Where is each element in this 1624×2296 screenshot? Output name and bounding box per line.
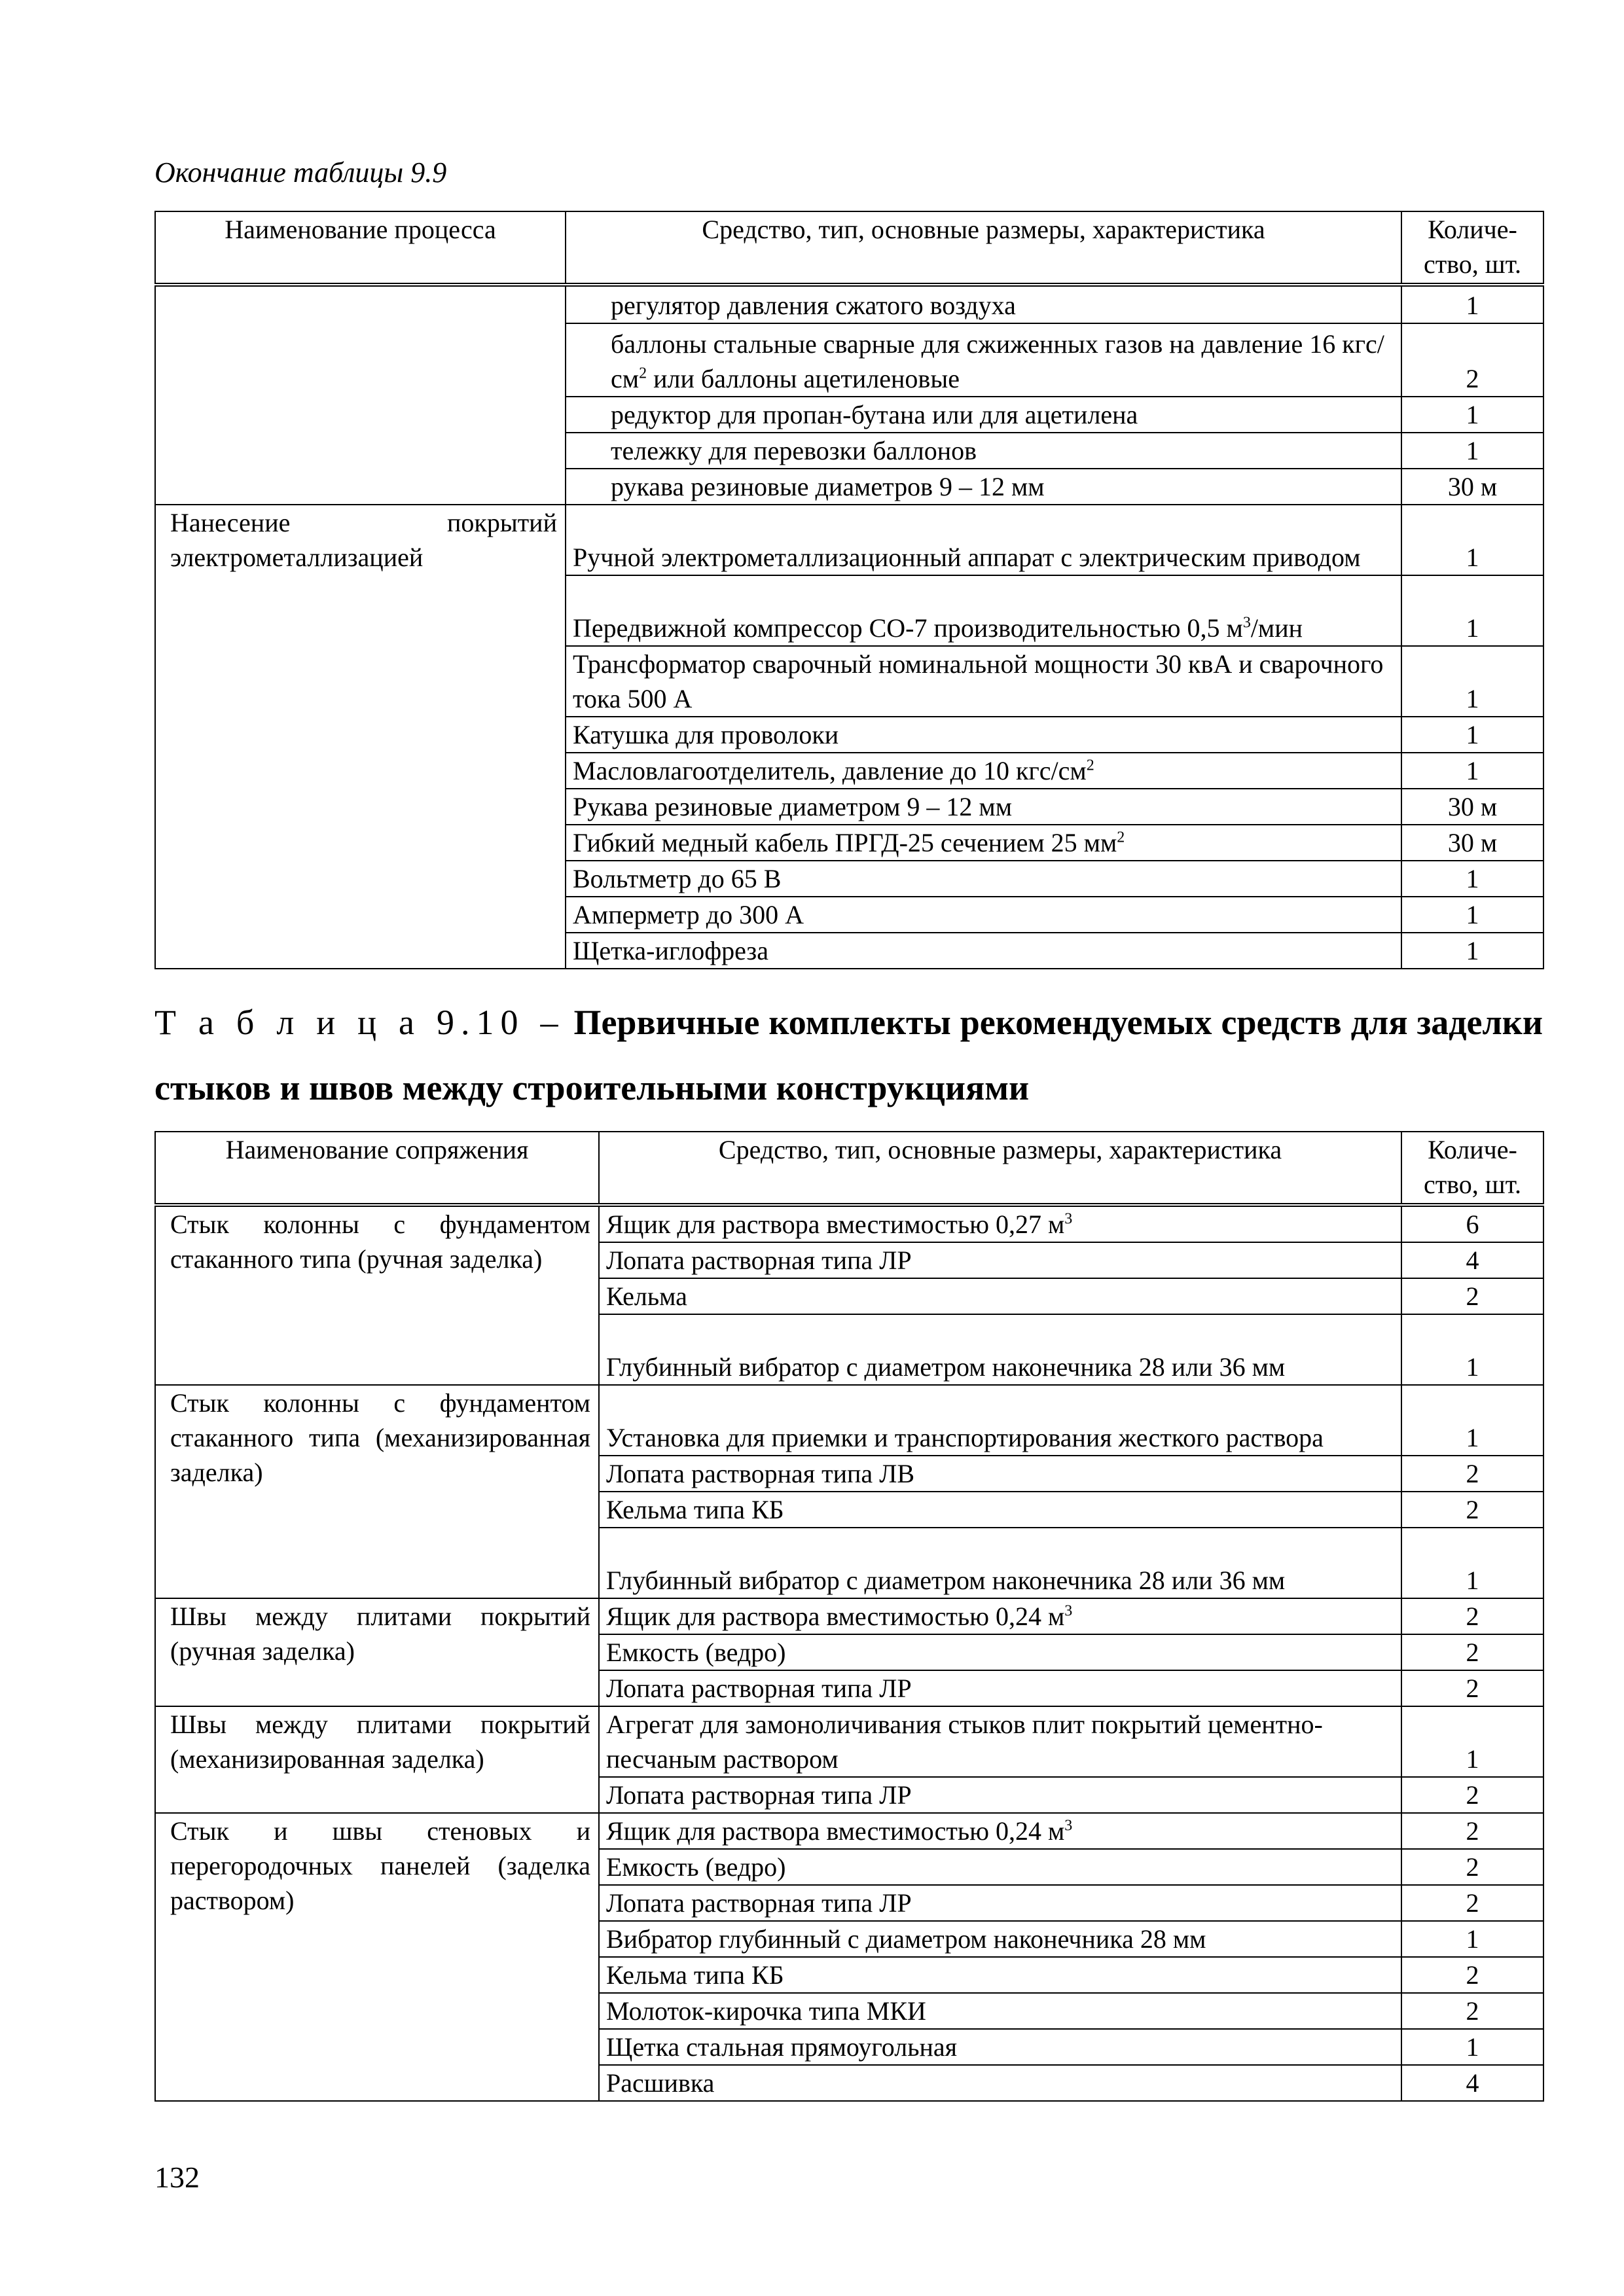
quantity-cell: 30 м bbox=[1401, 469, 1543, 505]
header-quantity: Количе-ство, шт. bbox=[1401, 211, 1543, 285]
joint-name-cell: Стык колонны с фундаментом стаканного типа (ручная заделка) bbox=[155, 1205, 599, 1385]
equipment-cell: Амперметр до 300 А bbox=[566, 897, 1401, 933]
process-name-cell bbox=[155, 285, 566, 505]
equipment-cell: Рукава резиновые диаметром 9 – 12 мм bbox=[566, 789, 1401, 825]
header-equipment: Средство, тип, основные размеры, характеристика bbox=[566, 211, 1401, 285]
table-row bbox=[155, 505, 1543, 575]
equipment-cell: Лопата растворная типа ЛР bbox=[599, 1885, 1401, 1921]
equipment-cell bbox=[599, 1813, 1401, 1849]
quantity-cell: 1 bbox=[1401, 933, 1543, 969]
header-process-name: Наименование процесса bbox=[155, 211, 566, 285]
quantity-cell: 1 bbox=[1401, 861, 1543, 897]
equipment-cell: Щетка стальная прямоугольная bbox=[599, 2029, 1401, 2065]
table-row bbox=[155, 1813, 1543, 1849]
joint-name-cell: Швы между плитами покрытий (механизированная заделка) bbox=[155, 1706, 599, 1813]
equipment-cell: регулятор давления сжатого воздуха bbox=[566, 285, 1401, 323]
equipment-cell: Ручной электрометаллизационный аппарат с электрическим приводом bbox=[566, 505, 1401, 575]
equipment-cell: Молоток-кирочка типа МКИ bbox=[599, 1993, 1401, 2029]
quantity-cell: 2 bbox=[1401, 1634, 1543, 1670]
table-row bbox=[155, 1205, 1543, 1242]
table-header-row bbox=[155, 1132, 1543, 1205]
quantity-cell: 2 bbox=[1401, 1278, 1543, 1314]
joint-name-cell: Стык колонны с фундаментом стаканного типа (механизированная заделка) bbox=[155, 1385, 599, 1598]
equipment-cell: Щетка-иглофреза bbox=[566, 933, 1401, 969]
equipment-text: Передвижной компрессор СО-7 производительностью 0,5 м bbox=[573, 613, 1243, 643]
equipment-cell: Кельма типа КБ bbox=[599, 1492, 1401, 1528]
quantity-cell: 1 bbox=[1401, 285, 1543, 323]
quantity-cell: 1 bbox=[1401, 897, 1543, 933]
superscript: 3 bbox=[1064, 1602, 1073, 1620]
equipment-cell: Лопата растворная типа ЛР bbox=[599, 1242, 1401, 1278]
quantity-cell: 2 bbox=[1401, 1492, 1543, 1528]
equipment-text: баллоны стальные сварные для сжиженных газов на давление 16 кгс/см bbox=[611, 329, 1384, 393]
table-9-10-title-text: Первичные комплекты рекомендуемых средств для заделки стыков и швов между строительными конструкциями bbox=[154, 1003, 1543, 1107]
equipment-cell: тележку для перевозки баллонов bbox=[566, 433, 1401, 469]
equipment-cell bbox=[566, 323, 1401, 397]
equipment-cell: редуктор для пропан-бутана или для ацетилена bbox=[566, 397, 1401, 433]
equipment-cell: Расшивка bbox=[599, 2065, 1401, 2101]
equipment-cell: рукава резиновые диаметров 9 – 12 мм bbox=[566, 469, 1401, 505]
quantity-cell: 4 bbox=[1401, 1242, 1543, 1278]
table-9-10-label: Т а б л и ц а 9.10 – bbox=[154, 1003, 565, 1042]
equipment-cell bbox=[566, 753, 1401, 789]
process-name-cell: Нанесение покрытий электрометаллизацией bbox=[155, 505, 566, 969]
superscript: 2 bbox=[639, 365, 647, 382]
table-row bbox=[155, 285, 1543, 323]
equipment-cell bbox=[566, 825, 1401, 861]
table-9-9-continuation-caption: Окончание таблицы 9.9 bbox=[154, 156, 447, 188]
equipment-cell: Глубинный вибратор с диаметром наконечника 28 или 36 мм bbox=[599, 1528, 1401, 1598]
quantity-cell: 1 bbox=[1401, 753, 1543, 789]
table-row bbox=[155, 1598, 1543, 1634]
superscript: 2 bbox=[1117, 829, 1125, 846]
equipment-text: Ящик для раствора вместимостью 0,27 м bbox=[606, 1210, 1065, 1239]
quantity-cell: 1 bbox=[1401, 575, 1543, 646]
equipment-cell: Лопата растворная типа ЛВ bbox=[599, 1456, 1401, 1492]
table-row bbox=[155, 1706, 1543, 1777]
quantity-cell: 2 bbox=[1401, 1993, 1543, 2029]
quantity-cell: 2 bbox=[1401, 1849, 1543, 1885]
equipment-cell: Кельма типа КБ bbox=[599, 1957, 1401, 1993]
equipment-text: Гибкий медный кабель ПРГД-25 сечением 25 мм bbox=[573, 828, 1117, 857]
equipment-text-after: /мин bbox=[1250, 613, 1303, 643]
quantity-cell: 1 bbox=[1401, 1528, 1543, 1598]
superscript: 3 bbox=[1064, 1817, 1073, 1835]
header-joint-name: Наименование сопряжения bbox=[155, 1132, 599, 1205]
superscript: 3 bbox=[1064, 1210, 1073, 1228]
header-equipment: Средство, тип, основные размеры, характеристика bbox=[599, 1132, 1401, 1205]
quantity-cell: 4 bbox=[1401, 2065, 1543, 2101]
quantity-cell: 30 м bbox=[1401, 789, 1543, 825]
quantity-cell: 1 bbox=[1401, 1385, 1543, 1456]
superscript: 3 bbox=[1242, 614, 1251, 632]
quantity-cell: 1 bbox=[1401, 1314, 1543, 1385]
equipment-text-after: или баллоны ацетиленовые bbox=[647, 364, 960, 393]
equipment-text: Масловлагоотделитель, давление до 10 кгс/см bbox=[573, 756, 1087, 785]
quantity-cell: 30 м bbox=[1401, 825, 1543, 861]
equipment-cell: Емкость (ведро) bbox=[599, 1634, 1401, 1670]
quantity-cell: 2 bbox=[1401, 1456, 1543, 1492]
table-header-row bbox=[155, 211, 1543, 285]
equipment-cell: Кельма bbox=[599, 1278, 1401, 1314]
equipment-cell: Лопата растворная типа ЛР bbox=[599, 1670, 1401, 1706]
equipment-text: Ящик для раствора вместимостью 0,24 м bbox=[606, 1816, 1065, 1846]
equipment-cell: Трансформатор сварочный номинальной мощности 30 квА и сварочного тока 500 А bbox=[566, 646, 1401, 717]
quantity-cell: 1 bbox=[1401, 2029, 1543, 2065]
equipment-cell: Вибратор глубинный с диаметром наконечника 28 мм bbox=[599, 1921, 1401, 1957]
quantity-cell: 2 bbox=[1401, 323, 1543, 397]
joint-name-cell: Стык и швы стеновых и перегородочных панелей (заделка раствором) bbox=[155, 1813, 599, 2101]
equipment-cell: Емкость (ведро) bbox=[599, 1849, 1401, 1885]
page-number: 132 bbox=[154, 2161, 200, 2194]
quantity-cell: 1 bbox=[1401, 397, 1543, 433]
equipment-text: Ящик для раствора вместимостью 0,24 м bbox=[606, 1602, 1065, 1631]
quantity-cell: 6 bbox=[1401, 1205, 1543, 1242]
quantity-cell: 2 bbox=[1401, 1670, 1543, 1706]
equipment-cell: Установка для приемки и транспортирования жесткого раствора bbox=[599, 1385, 1401, 1456]
header-quantity: Количе-ство, шт. bbox=[1401, 1132, 1543, 1205]
table-9-10-title bbox=[154, 990, 1543, 1121]
equipment-cell bbox=[599, 1598, 1401, 1634]
quantity-cell: 1 bbox=[1401, 1706, 1543, 1777]
quantity-cell: 2 bbox=[1401, 1598, 1543, 1634]
quantity-cell: 1 bbox=[1401, 1921, 1543, 1957]
quantity-cell: 2 bbox=[1401, 1957, 1543, 1993]
equipment-cell: Лопата растворная типа ЛР bbox=[599, 1777, 1401, 1813]
joint-name-cell: Швы между плитами покрытий (ручная заделка) bbox=[155, 1598, 599, 1706]
table-9-10 bbox=[154, 1131, 1544, 2102]
equipment-cell bbox=[599, 1205, 1401, 1242]
equipment-cell: Вольтметр до 65 В bbox=[566, 861, 1401, 897]
quantity-cell: 1 bbox=[1401, 505, 1543, 575]
equipment-cell: Катушка для проволоки bbox=[566, 717, 1401, 753]
quantity-cell: 1 bbox=[1401, 433, 1543, 469]
quantity-cell: 2 bbox=[1401, 1777, 1543, 1813]
equipment-cell: Глубинный вибратор с диаметром наконечника 28 или 36 мм bbox=[599, 1314, 1401, 1385]
equipment-cell bbox=[566, 575, 1401, 646]
quantity-cell: 1 bbox=[1401, 717, 1543, 753]
superscript: 2 bbox=[1086, 757, 1094, 774]
table-row bbox=[155, 1385, 1543, 1456]
quantity-cell: 1 bbox=[1401, 646, 1543, 717]
quantity-cell: 2 bbox=[1401, 1885, 1543, 1921]
quantity-cell: 2 bbox=[1401, 1813, 1543, 1849]
table-9-9 bbox=[154, 211, 1544, 969]
equipment-cell: Агрегат для замоноличивания стыков плит покрытий цементно-песчаным раствором bbox=[599, 1706, 1401, 1777]
